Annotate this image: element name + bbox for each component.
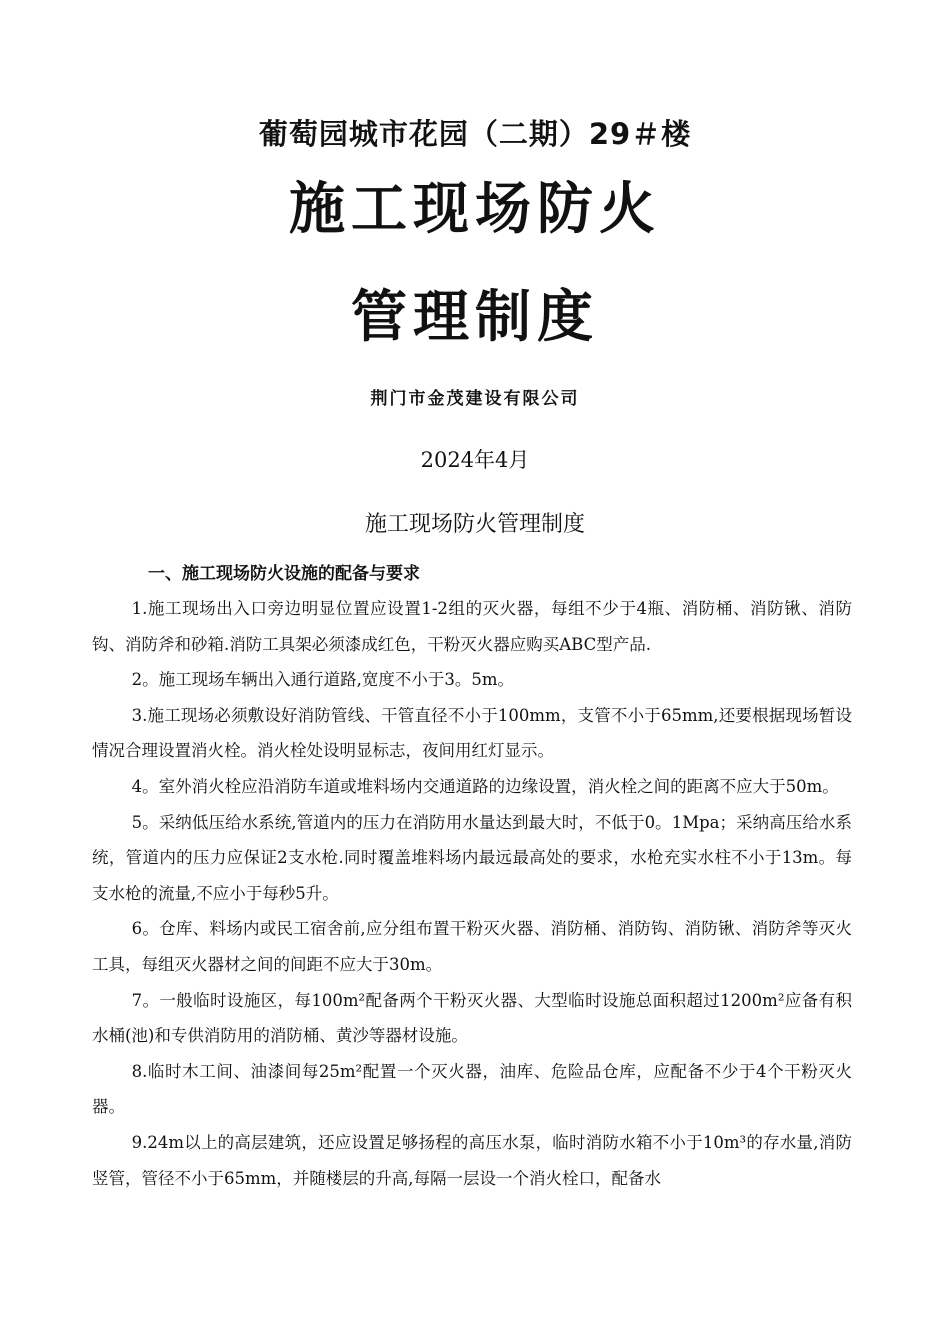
project-name: 葡萄园城市花园（二期）29＃楼 <box>258 117 692 151</box>
section-heading: 一、施工现场防火设施的配备与要求 <box>148 564 420 584</box>
body-text <box>92 591 852 1196</box>
paragraph-6: 6。仓库、料场内或民工宿舍前,应分组布置干粉灭火器、消防桶、消防钩、消防锹、消防斧等灭火工具，每组灭火器材之间的间距不应大于30m。 <box>92 919 852 974</box>
paragraph-9: 9.24m以上的高层建筑，还应设置足够扬程的高压水泵，临时消防水箱不小于10m³的存水量,消防竖管，管径不小于65mm，并随楼层的升高,每隔一层设一个消火栓口，配备水 <box>92 1132 852 1188</box>
paragraph-5: 5。采纳低压给水系统,管道内的压力在消防用水量达到最大时，不低于0。1Mpa；采纳高压给水系统，管道内的压力应保证2支水枪.同时覆盖堆料场内最远最高处的要求，水枪充实水柱不小于13m。每支水枪的流量,不应小于每秒5升。 <box>92 812 852 903</box>
cover-title-line1: 施工现场防火 <box>289 177 661 242</box>
paragraph-8: 8.临时木工间、油漆间每25m²配置一个灭火器，油库、危险品仓库，应配备不少于4个干粉灭火器。 <box>92 1061 852 1117</box>
paragraph-1: 1.施工现场出入口旁边明显位置应设置1-2组的灭火器，每组不少于4瓶、消防桶、消防锹、消防钩、消防斧和砂箱.消防工具架必须漆成红色，干粉灭火器应购买ABC型产品. <box>92 599 852 654</box>
paragraph-4: 4。室外消火栓应沿消防车道或堆料场内交通道路的边缘设置，消火栓之间的距离不应大于50m。 <box>131 776 839 796</box>
paragraph-2: 2。施工现场车辆出入通行道路,宽度不小于3。5m。 <box>131 670 514 690</box>
company-name: 荆门市金茂建设有限公司 <box>370 389 580 409</box>
paragraph-3: 3.施工现场必须敷设好消防管线、干管直径不小于100mm，支管不小于65mm,还要根据现场暂设情况合理设置消火栓。消火栓处设明显标志，夜间用红灯显示。 <box>92 705 852 761</box>
document-date: 2024年4月 <box>420 448 530 472</box>
paragraph-7: 7。一般临时设施区，每100m²配备两个干粉灭火器、大型临时设施总面积超过1200m²应备有积水桶(池)和专供消防用的消防桶、黄沙等器材设施。 <box>92 990 852 1046</box>
cover-title-line2: 管理制度 <box>351 285 599 350</box>
document-title: 施工现场防火管理制度 <box>364 512 585 537</box>
